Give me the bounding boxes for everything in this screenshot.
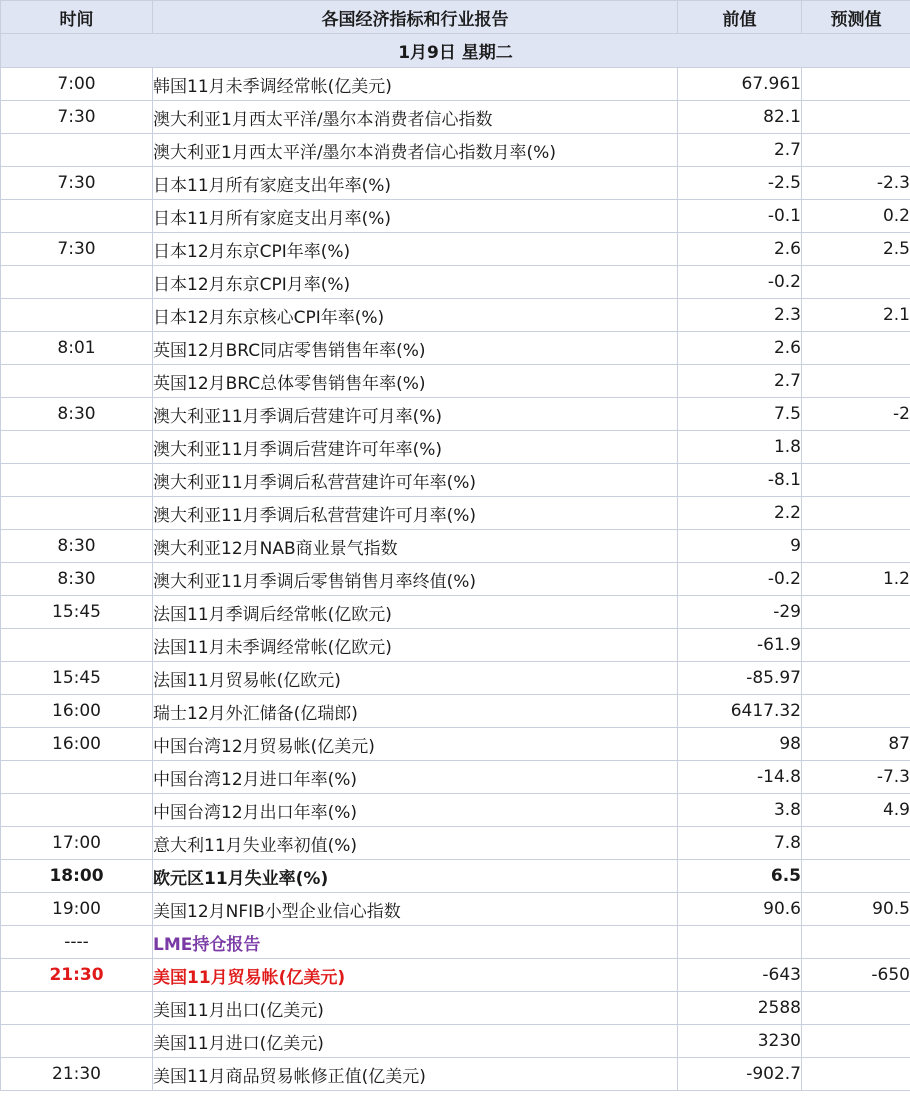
row-forecast: 87 xyxy=(802,728,910,761)
row-indicator: 美国12月NFIB小型企业信心指数 xyxy=(153,893,678,926)
row-time xyxy=(1,431,153,464)
row-previous: -2.5 xyxy=(678,167,802,200)
table-row xyxy=(1,662,910,695)
row-time: 7:30 xyxy=(1,167,153,200)
row-time xyxy=(1,629,153,662)
table-row xyxy=(1,101,910,134)
row-forecast: 0.2 xyxy=(802,200,910,233)
row-previous: -61.9 xyxy=(678,629,802,662)
row-indicator: 欧元区11月失业率(%) xyxy=(153,860,678,893)
row-previous: 98 xyxy=(678,728,802,761)
row-time: 21:30 xyxy=(1,959,153,992)
table-row xyxy=(1,761,910,794)
row-time: 8:01 xyxy=(1,332,153,365)
row-forecast xyxy=(802,1025,910,1058)
row-time: 18:00 xyxy=(1,860,153,893)
row-previous: 2.7 xyxy=(678,134,802,167)
table-row xyxy=(1,794,910,827)
row-forecast: -7.3 xyxy=(802,761,910,794)
table-row xyxy=(1,266,910,299)
row-indicator: 意大利11月失业率初值(%) xyxy=(153,827,678,860)
row-indicator: 澳大利亚11月季调后私营营建许可年率(%) xyxy=(153,464,678,497)
row-time xyxy=(1,266,153,299)
row-forecast xyxy=(802,860,910,893)
row-indicator: 法国11月贸易帐(亿欧元) xyxy=(153,662,678,695)
date-label: 1月9日 星期二 xyxy=(1,34,910,68)
header-time: 时间 xyxy=(1,1,153,34)
row-previous: -8.1 xyxy=(678,464,802,497)
row-forecast xyxy=(802,926,910,959)
row-forecast xyxy=(802,68,910,101)
row-forecast: -650 xyxy=(802,959,910,992)
row-forecast xyxy=(802,365,910,398)
table-row xyxy=(1,728,910,761)
row-forecast xyxy=(802,464,910,497)
table-row xyxy=(1,398,910,431)
row-indicator: 英国12月BRC同店零售销售年率(%) xyxy=(153,332,678,365)
row-indicator: 中国台湾12月进口年率(%) xyxy=(153,761,678,794)
row-previous: 2.7 xyxy=(678,365,802,398)
row-indicator: 中国台湾12月贸易帐(亿美元) xyxy=(153,728,678,761)
table-row xyxy=(1,365,910,398)
row-time: 15:45 xyxy=(1,662,153,695)
table-header xyxy=(1,1,910,34)
row-previous: 82.1 xyxy=(678,101,802,134)
table-body xyxy=(1,34,910,1091)
row-forecast: 2.5 xyxy=(802,233,910,266)
row-time: 7:30 xyxy=(1,101,153,134)
row-previous: -0.1 xyxy=(678,200,802,233)
row-forecast xyxy=(802,332,910,365)
row-forecast: 4.9 xyxy=(802,794,910,827)
row-time: 21:30 xyxy=(1,1058,153,1091)
row-time xyxy=(1,1025,153,1058)
row-forecast xyxy=(802,1058,910,1091)
row-previous: 2.6 xyxy=(678,233,802,266)
row-forecast xyxy=(802,992,910,1025)
row-forecast xyxy=(802,530,910,563)
row-previous: -643 xyxy=(678,959,802,992)
row-previous: -14.8 xyxy=(678,761,802,794)
row-time: 8:30 xyxy=(1,530,153,563)
row-forecast: -2 xyxy=(802,398,910,431)
table-row xyxy=(1,530,910,563)
table-row xyxy=(1,629,910,662)
row-previous: 6.5 xyxy=(678,860,802,893)
row-time xyxy=(1,761,153,794)
row-forecast xyxy=(802,695,910,728)
row-indicator: 澳大利亚11月季调后营建许可年率(%) xyxy=(153,431,678,464)
row-time: ---- xyxy=(1,926,153,959)
row-time: 15:45 xyxy=(1,596,153,629)
row-indicator: 澳大利亚11月季调后私营营建许可月率(%) xyxy=(153,497,678,530)
row-time: 16:00 xyxy=(1,728,153,761)
row-time: 7:00 xyxy=(1,68,153,101)
row-time xyxy=(1,134,153,167)
row-forecast: -2.3 xyxy=(802,167,910,200)
table-row xyxy=(1,893,910,926)
table-row xyxy=(1,200,910,233)
row-forecast xyxy=(802,497,910,530)
row-indicator: 日本11月所有家庭支出年率(%) xyxy=(153,167,678,200)
row-indicator: 法国11月未季调经常帐(亿欧元) xyxy=(153,629,678,662)
row-previous xyxy=(678,926,802,959)
row-indicator: 美国11月贸易帐(亿美元) xyxy=(153,959,678,992)
row-time xyxy=(1,497,153,530)
row-previous: -0.2 xyxy=(678,563,802,596)
header-previous: 前值 xyxy=(678,1,802,34)
row-time xyxy=(1,200,153,233)
row-forecast xyxy=(802,596,910,629)
row-time: 8:30 xyxy=(1,563,153,596)
row-indicator: 日本12月东京核心CPI年率(%) xyxy=(153,299,678,332)
table-row xyxy=(1,134,910,167)
row-indicator: 澳大利亚11月季调后营建许可月率(%) xyxy=(153,398,678,431)
table-row xyxy=(1,695,910,728)
row-indicator: 澳大利亚1月西太平洋/墨尔本消费者信心指数月率(%) xyxy=(153,134,678,167)
table-row xyxy=(1,959,910,992)
table-row xyxy=(1,596,910,629)
row-previous: 2.2 xyxy=(678,497,802,530)
row-time xyxy=(1,365,153,398)
row-time xyxy=(1,464,153,497)
row-previous: -29 xyxy=(678,596,802,629)
row-indicator: 澳大利亚11月季调后零售销售月率终值(%) xyxy=(153,563,678,596)
row-previous: 2588 xyxy=(678,992,802,1025)
row-indicator: 法国11月季调后经常帐(亿欧元) xyxy=(153,596,678,629)
table-row xyxy=(1,68,910,101)
row-forecast xyxy=(802,662,910,695)
table-row xyxy=(1,992,910,1025)
row-time: 16:00 xyxy=(1,695,153,728)
row-previous: 67.961 xyxy=(678,68,802,101)
row-previous: -85.97 xyxy=(678,662,802,695)
row-indicator: 中国台湾12月出口年率(%) xyxy=(153,794,678,827)
row-indicator: 日本12月东京CPI年率(%) xyxy=(153,233,678,266)
row-forecast: 2.1 xyxy=(802,299,910,332)
row-indicator: 英国12月BRC总体零售销售年率(%) xyxy=(153,365,678,398)
row-indicator: 日本12月东京CPI月率(%) xyxy=(153,266,678,299)
row-previous: 6417.32 xyxy=(678,695,802,728)
row-forecast xyxy=(802,134,910,167)
row-indicator: LME持仓报告 xyxy=(153,926,678,959)
table-row xyxy=(1,233,910,266)
row-forecast xyxy=(802,266,910,299)
row-indicator: 瑞士12月外汇储备(亿瑞郎) xyxy=(153,695,678,728)
row-previous: 1.8 xyxy=(678,431,802,464)
table-row xyxy=(1,497,910,530)
row-indicator: 澳大利亚1月西太平洋/墨尔本消费者信心指数 xyxy=(153,101,678,134)
row-forecast xyxy=(802,827,910,860)
row-forecast xyxy=(802,629,910,662)
row-previous: 90.6 xyxy=(678,893,802,926)
row-time: 19:00 xyxy=(1,893,153,926)
table-row xyxy=(1,563,910,596)
row-previous: 9 xyxy=(678,530,802,563)
table-row xyxy=(1,464,910,497)
row-previous: 3230 xyxy=(678,1025,802,1058)
row-time: 8:30 xyxy=(1,398,153,431)
header-indicator: 各国经济指标和行业报告 xyxy=(153,1,678,34)
row-forecast: 90.5 xyxy=(802,893,910,926)
row-time: 17:00 xyxy=(1,827,153,860)
row-time xyxy=(1,992,153,1025)
table-row xyxy=(1,431,910,464)
row-previous: -902.7 xyxy=(678,1058,802,1091)
row-previous: -0.2 xyxy=(678,266,802,299)
table-row xyxy=(1,1025,910,1058)
row-forecast: 1.2 xyxy=(802,563,910,596)
table-row xyxy=(1,299,910,332)
row-indicator: 美国11月进口(亿美元) xyxy=(153,1025,678,1058)
table-row xyxy=(1,926,910,959)
row-forecast xyxy=(802,431,910,464)
row-previous: 2.6 xyxy=(678,332,802,365)
row-previous: 2.3 xyxy=(678,299,802,332)
table-row xyxy=(1,167,910,200)
row-indicator: 日本11月所有家庭支出月率(%) xyxy=(153,200,678,233)
header-forecast: 预测值 xyxy=(802,1,910,34)
date-row xyxy=(1,34,910,68)
row-previous: 7.8 xyxy=(678,827,802,860)
row-time xyxy=(1,299,153,332)
row-previous: 3.8 xyxy=(678,794,802,827)
table-row xyxy=(1,332,910,365)
row-indicator: 澳大利亚12月NAB商业景气指数 xyxy=(153,530,678,563)
row-indicator: 韩国11月未季调经常帐(亿美元) xyxy=(153,68,678,101)
row-previous: 7.5 xyxy=(678,398,802,431)
row-indicator: 美国11月出口(亿美元) xyxy=(153,992,678,1025)
row-time: 7:30 xyxy=(1,233,153,266)
row-indicator: 美国11月商品贸易帐修正值(亿美元) xyxy=(153,1058,678,1091)
row-forecast xyxy=(802,101,910,134)
table-row xyxy=(1,827,910,860)
row-time xyxy=(1,794,153,827)
table-row xyxy=(1,1058,910,1091)
table-row xyxy=(1,860,910,893)
